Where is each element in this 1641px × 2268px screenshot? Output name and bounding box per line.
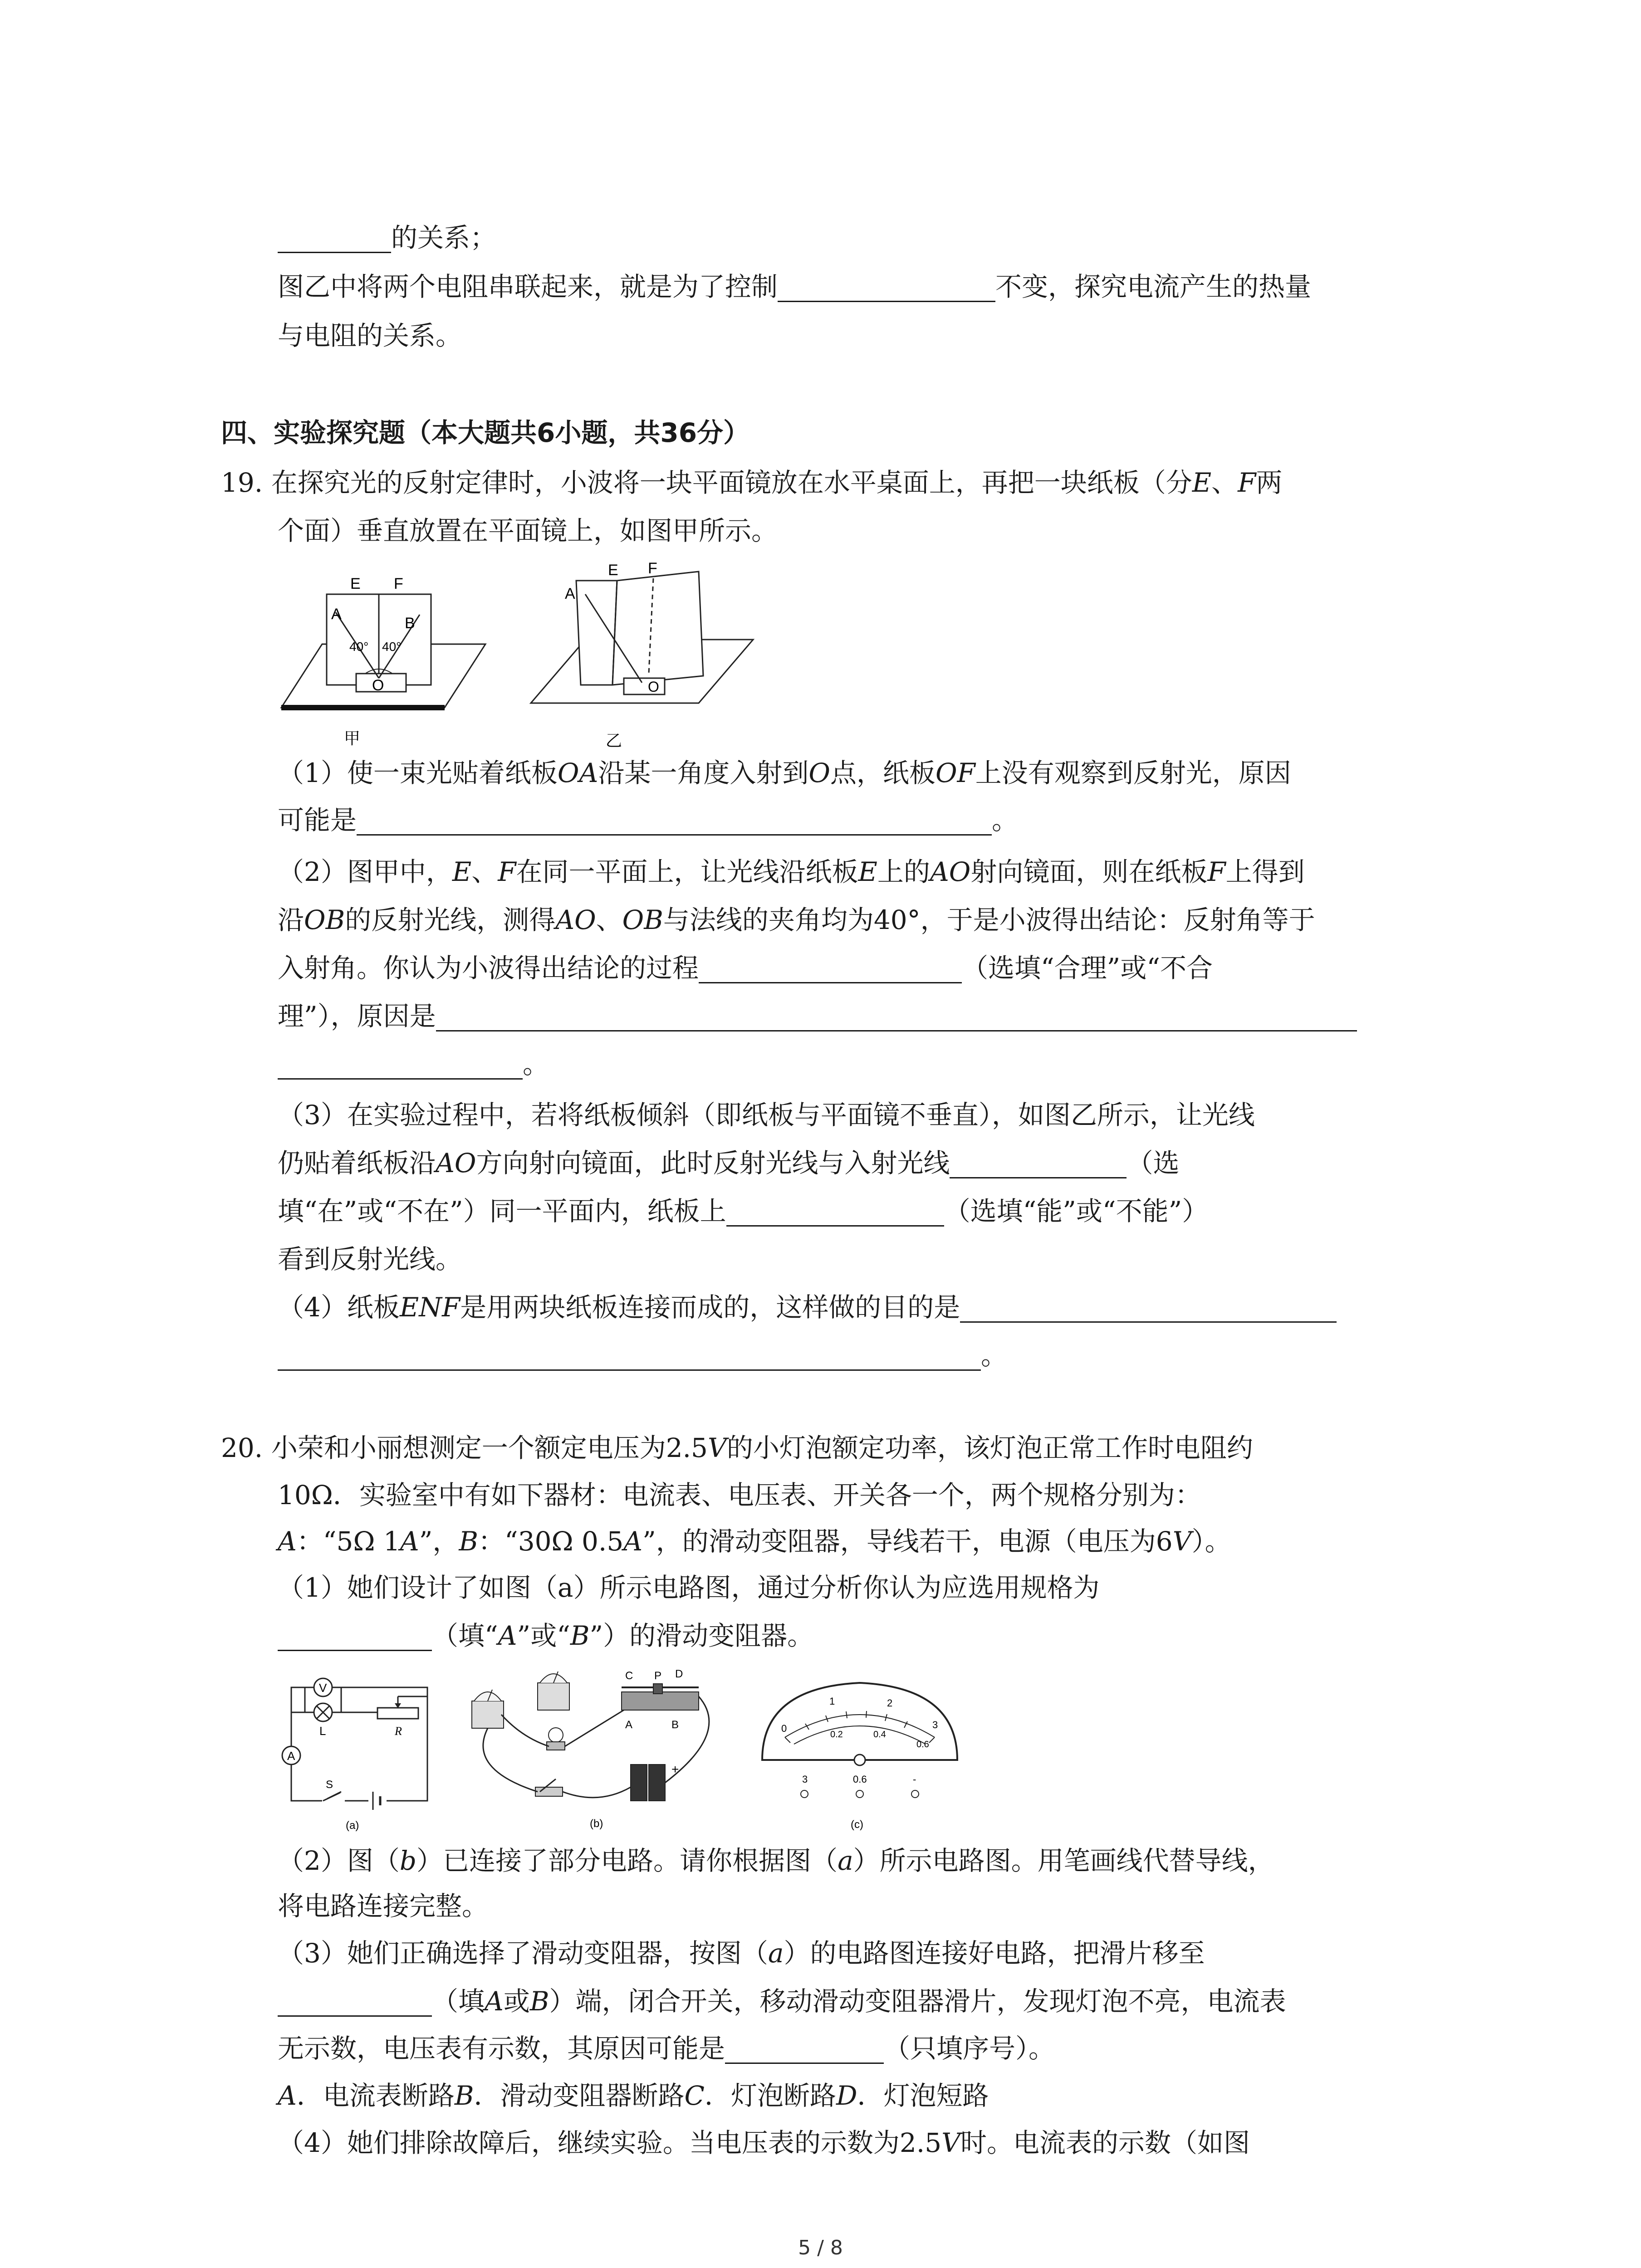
prev-line-3: 与电阻的关系。 <box>278 320 462 351</box>
answer-blank[interactable] <box>278 1050 523 1080</box>
prev-line-2: 图乙中将两个电阻串联起来，就是为了控制 不变，探究电流产生的热量 <box>278 271 1312 302</box>
label-A: A <box>287 1749 295 1763</box>
label-F: F <box>648 560 657 577</box>
figure-b-wiring <box>458 1656 735 1833</box>
page-number: 5 / 8 <box>798 2236 843 2259</box>
figure-caption-yi: 乙 <box>606 732 622 750</box>
scale-label: 3 <box>932 1719 938 1730</box>
q20-part2-line-2: 将电路连接完整。 <box>278 1891 489 1921</box>
label-O: O <box>648 679 659 695</box>
q19-part1-line-1: （1）使一束光贴着纸板OA沿某一角度入射到O点，纸板OF上没有观察到反射光，原因 <box>278 758 1291 788</box>
label-E: E <box>608 562 618 579</box>
answer-blank[interactable] <box>278 1622 432 1651</box>
label-A: A <box>565 585 575 602</box>
terminal-label: - <box>913 1774 916 1785</box>
answer-blank[interactable] <box>726 1197 944 1227</box>
label-O: O <box>372 677 384 694</box>
q19-part3-line-1: （3）在实验过程中，若将纸板倾斜（即纸板与平面镜不垂直），如图乙所示，让光线 <box>278 1100 1255 1130</box>
q19-part2-line-4: 理”），原因是 <box>278 998 1357 1034</box>
label-D: D <box>675 1668 683 1680</box>
q19-part3-line-4: 看到反射光线。 <box>278 1244 462 1275</box>
q19-stem-line-2: 个面）垂直放置在平面镜上，如图甲所示。 <box>278 515 778 546</box>
terminal-label: 3 <box>802 1774 808 1785</box>
q19-part2-line-5: 。 <box>278 1046 549 1082</box>
scale-label: 0.4 <box>873 1730 886 1740</box>
rheostat-device <box>622 1668 699 1731</box>
figure-yi <box>526 553 771 753</box>
scale-label: 2 <box>887 1697 893 1709</box>
answer-blank[interactable] <box>436 1002 1357 1031</box>
scale-label: 0.6 <box>916 1740 929 1750</box>
prev-line-1: 的关系； <box>278 220 496 256</box>
answer-blank[interactable] <box>278 1341 981 1371</box>
q20-part1-line-2: （填“A”或“B”）的滑动变阻器。 <box>278 1618 813 1654</box>
scale-label: 0 <box>781 1723 787 1734</box>
label-B: B <box>405 615 415 632</box>
label-F: F <box>394 575 403 592</box>
rheostat-symbol <box>377 1708 418 1719</box>
answer-blank[interactable] <box>699 954 962 983</box>
lamp-device <box>547 1728 565 1750</box>
label-C: C <box>625 1670 633 1682</box>
ammeter-device <box>472 1690 504 1728</box>
terminal-label: 0.6 <box>853 1774 867 1785</box>
label-P: P <box>654 1670 662 1682</box>
figure-jia <box>277 572 490 753</box>
q20-options: A．电流表断路B．滑动变阻器断路C．灯泡断路D．灯泡短路 <box>278 2080 989 2111</box>
answer-blank[interactable] <box>960 1293 1337 1323</box>
label-A: A <box>331 606 342 623</box>
q20-part3-line-2: （填A或B）端，闭合开关，移动滑动变阻器滑片，发现灯泡不亮，电流表 <box>278 1983 1286 2019</box>
q19-part1-line-2: 可能是 。 <box>278 805 1019 836</box>
label-rheostat-B: B <box>671 1719 679 1731</box>
q20-stem-line-1: 20. 小荣和小丽想测定一个额定电压为2.5V的小灯泡额定功率，该灯泡正常工作时电阻约 <box>221 1432 1253 1463</box>
switch-device <box>535 1779 563 1796</box>
q19-part4-line-2: 。 <box>278 1337 1007 1374</box>
q19-part2-line-1: （2）图甲中，E、F在同一平面上，让光线沿纸板E上的AO射向镜面，则在纸板F上得到 <box>278 856 1305 887</box>
voltmeter-device <box>538 1672 569 1710</box>
q20-part3-line-3: 无示数，电压表有示数，其原因可能是 （只填序号）。 <box>278 2033 1055 2064</box>
scale-label: 1 <box>829 1696 835 1707</box>
label-angle-2: 40° <box>382 640 402 654</box>
answer-blank[interactable] <box>278 224 391 253</box>
label-V: V <box>319 1681 327 1695</box>
label-S: S <box>326 1779 333 1791</box>
q20-part3-line-1: （3）她们正确选择了滑动变阻器，按图（a）的电路图连接好电路，把滑片移至 <box>278 1938 1205 1969</box>
figure-caption-jia: 甲 <box>344 729 361 748</box>
label-L: L <box>319 1724 326 1738</box>
figure-caption-c: (c) <box>851 1818 863 1831</box>
q19-part4-line-1: （4）纸板ENF是用两块纸板连接而成的，这样做的目的是 <box>278 1289 1337 1325</box>
q19-part3-line-2: 仍贴着纸板沿AO方向射向镜面，此时反射光线与入射光线 （选 <box>278 1148 1180 1178</box>
label-rheostat-A: A <box>625 1719 633 1731</box>
q20-part4-line-1: （4）她们排除故障后，继续实验。当电压表的示数为2.5V时。电流表的示数（如图 <box>278 2127 1250 2158</box>
q19-stem-line-1: 19. 在探究光的反射定律时，小波将一块平面镜放在水平桌面上，再把一块纸板（分E、F两 <box>221 467 1283 498</box>
q19-part2-line-3: 入射角。你认为小波得出结论的过程 （选填“合理”或“不合 <box>278 953 1213 983</box>
q20-part1-line-1: （1）她们设计了如图（a）所示电路图，通过分析你认为应选用规格为 <box>278 1572 1100 1603</box>
q19-part2-line-2: 沿OB的反射光线，测得AO、OB与法线的夹角均为40°，于是小波得出结论：反射角等于 <box>278 904 1315 935</box>
answer-blank[interactable] <box>357 806 992 836</box>
q20-part2-line-1: （2）图（b）已连接了部分电路。请你根据图（a）所示电路图。用笔画线代替导线， <box>278 1845 1274 1876</box>
q20-stem-line-2: 10Ω．实验室中有如下器材：电流表、电压表、开关各一个，两个规格分别为： <box>278 1480 1201 1510</box>
figure-a-circuit <box>278 1669 441 1833</box>
label-E: E <box>350 575 361 592</box>
figure-caption-a: (a) <box>346 1819 359 1832</box>
label-R: R <box>395 1725 402 1738</box>
label-angle-1: 40° <box>349 640 369 654</box>
svg-text:+: + <box>671 1762 679 1776</box>
scale-label: 0.2 <box>830 1730 843 1740</box>
q19-part3-line-3: 填“在”或“不在”）同一平面内，纸板上 （选填“能”或“不能”） <box>278 1196 1209 1227</box>
answer-blank[interactable] <box>725 2034 884 2064</box>
answer-blank[interactable] <box>278 1987 432 2017</box>
answer-blank[interactable] <box>950 1149 1127 1178</box>
section-title: 四、实验探究题（本大题共6小题，共36分） <box>221 417 750 448</box>
figure-c-meter <box>753 1669 966 1833</box>
battery-device <box>631 1762 679 1801</box>
q20-stem-line-3: A：“5Ω 1A”，B：“30Ω 0.5A”，的滑动变阻器，导线若干，电源（电压为6V）。 <box>278 1526 1231 1557</box>
answer-blank[interactable] <box>778 273 995 302</box>
figure-caption-b: (b) <box>590 1818 603 1830</box>
